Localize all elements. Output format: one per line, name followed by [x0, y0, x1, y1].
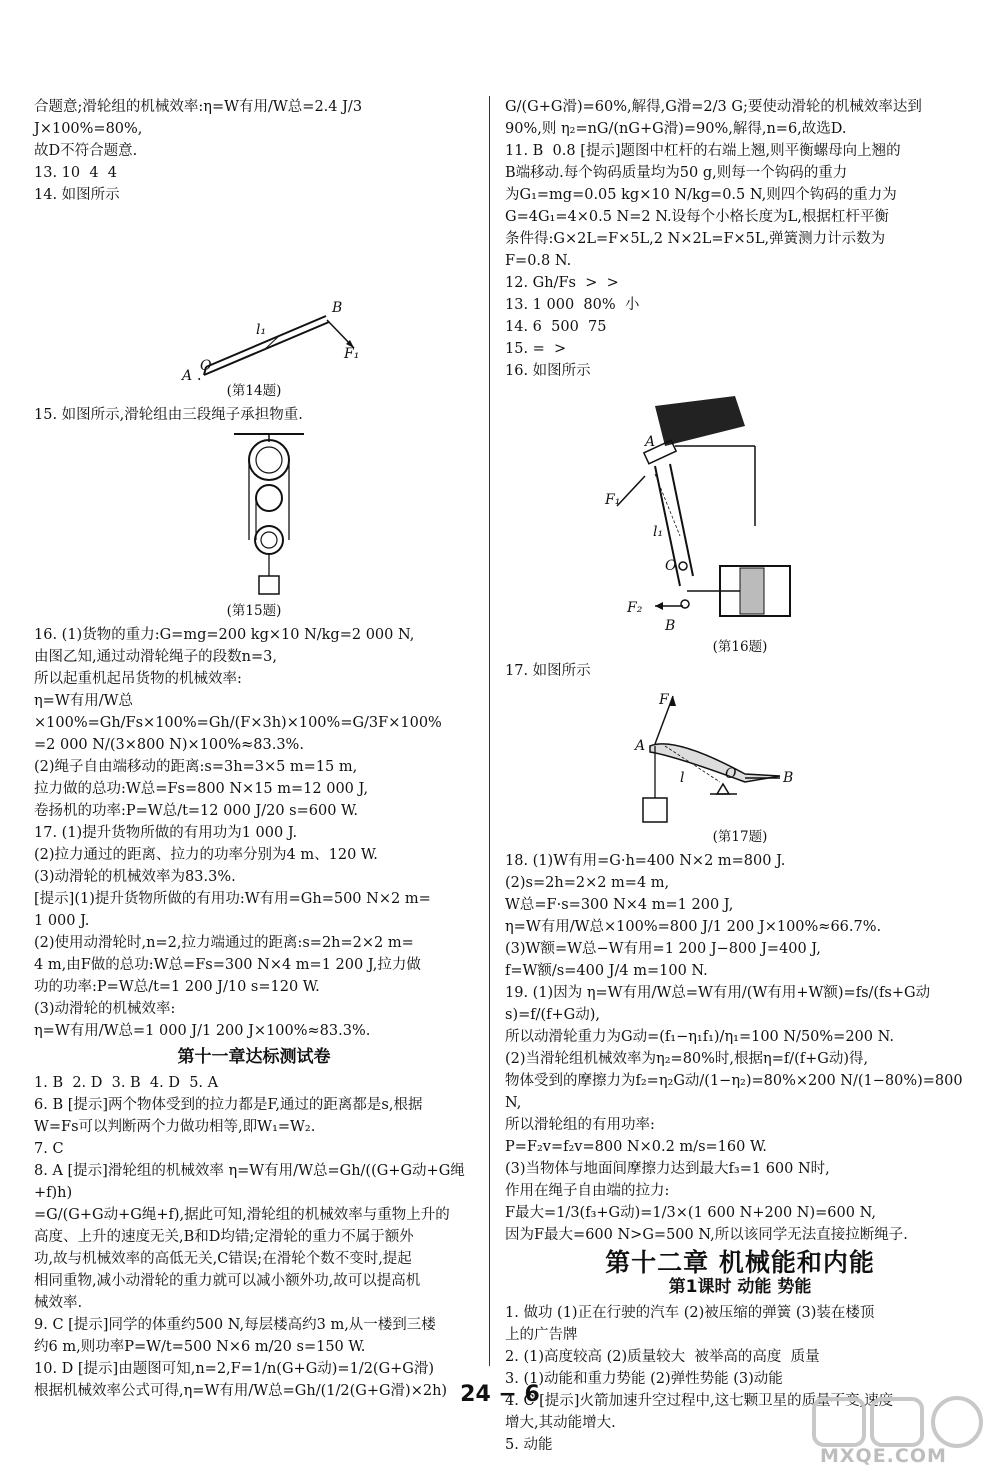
right-b-line: (2)s=2h=2×2 m=4 m, — [505, 875, 670, 891]
right-b-line: P=F₂v=f₂v=800 N×0.2 m/s=160 W. — [505, 1139, 767, 1155]
right-a-line: G/(G+G滑)=60%,解得,G滑=2/3 G;要使动滑轮的机械效率达到 — [505, 99, 922, 115]
right-b-line: 所以滑轮组的有用功率: — [505, 1117, 655, 1133]
right-b-line: F最大=1/3(f₃+G动)=1/3×(1 600 N+200 N)=600 N, — [505, 1205, 876, 1221]
right-b-line: η=W有用/W总×100%=800 J/1 200 J×100%≈66.7%. — [505, 919, 882, 935]
label-l: l — [680, 770, 685, 786]
right-a-line: 为G₁=mg=0.05 kg×10 N/kg=0.5 N,则四个钩码的重力为 — [505, 187, 897, 203]
caption-17: (第17题) — [712, 829, 768, 845]
left-b-line: 卷扬机的功率:P=W总/t=12 000 J/20 s=600 W. — [34, 803, 359, 819]
left-a-line: 合题意;滑轮组的机械效率:η=W有用/W总=2.4 J/3 J×100%=80%, — [34, 99, 367, 137]
left-block-b — [34, 624, 474, 1042]
left-c-line: 功,故与机械效率的高低无关,C错误;在滑轮个数不变时,提起 — [34, 1251, 412, 1267]
watermark-text: MXQE.COM — [820, 1445, 947, 1467]
label-A: A — [635, 738, 646, 754]
figure-15 — [34, 430, 474, 620]
left-c-line: 9. C [提示]同学的体重约500 N,每层楼高约3 m,从一楼到三楼 — [34, 1317, 436, 1333]
page-number: 24 − 6 — [460, 1382, 540, 1407]
left-c-line: 6. B [提示]两个物体受到的拉力都是F,通过的距离都是s,根据 — [34, 1097, 423, 1113]
q17-text: 17. 如图所示 — [505, 663, 591, 679]
right-b-line: (3)W额=W总−W有用=1 200 J−800 J=400 J, — [505, 941, 821, 957]
right-c-line: 4. C [提示]火箭加速升空过程中,这七颗卫星的质量不变,速度 — [505, 1393, 894, 1409]
right-b-line: 19. (1)因为 η=W有用/W总=W有用/(W有用+W额)=fs/(fs+G动s)=f/(f+G动), — [505, 985, 931, 1023]
right-block-b — [505, 850, 975, 1246]
label-B: B — [665, 618, 676, 634]
left-b-line: 16. (1)货物的重力:G=mg=200 kg×10 N/kg=2 000 N, — [34, 627, 415, 643]
label-l1: l₁ — [653, 524, 664, 540]
left-b-line: (3)动滑轮的机械效率: — [34, 1001, 176, 1017]
right-a-line: 条件得:G×2L=F×5L,2 N×2L=F×5L,弹簧测力计示数为 — [505, 231, 886, 247]
column-divider — [489, 96, 490, 1366]
label-F1: F₁ — [605, 492, 621, 508]
left-block-c — [34, 1072, 474, 1402]
left-a-line: 故D不符合题意. — [34, 143, 138, 159]
left-b-line: η=W有用/W总=1 000 J/1 200 J×100%≈83.3%. — [34, 1023, 371, 1039]
left-c-line: 10. D [提示]由题图可知,n=2,F=1/n(G+G动)=1/2(G+G滑) — [34, 1361, 435, 1377]
label-F: F — [659, 692, 669, 708]
right-a-line: G=4G₁=4×0.5 N=2 N.设每个小格长度为L,根据杠杆平衡 — [505, 209, 889, 225]
left-c-line: 约6 m,则功率P=W/t=500 N×6 m/20 s=150 W. — [34, 1339, 366, 1355]
chapter11-test-title: 第十一章达标测试卷 — [177, 1047, 331, 1067]
left-b-line: =2 000 N/(3×800 N)×100%≈83.3%. — [34, 737, 304, 753]
left-b-line: (3)动滑轮的机械效率为83.3%. — [34, 869, 236, 885]
right-b-line: 作用在绳子自由端的拉力: — [505, 1183, 670, 1199]
left-c-line: 8. A [提示]滑轮组的机械效率 η=W有用/W总=Gh/((G+G动+G绳+f)h) — [34, 1163, 465, 1201]
chapter12-title: 第十二章 机械能和内能 — [605, 1248, 875, 1277]
right-a-line: 13. 1 000 80% 小 — [505, 297, 640, 313]
left-c-line: 根据机械效率公式可得,η=W有用/W总=Gh/(1/2(G+G滑)×2h) — [34, 1383, 448, 1399]
label-O: O — [725, 766, 737, 782]
left-b-line: (2)绳子自由端移动的距离:s=3h=3×5 m=15 m, — [34, 759, 358, 775]
left-b-line: [提示](1)提升货物所做的有用功:W有用=Gh=500 N×2 m= — [34, 891, 431, 907]
label-O: O — [200, 358, 212, 374]
left-b-line: 1 000 J. — [34, 913, 90, 929]
figure-17 — [505, 686, 975, 846]
lesson1-title: 第1课时 动能 势能 — [668, 1277, 812, 1297]
left-column — [34, 96, 474, 1402]
left-c-line: 相同重物,减小动滑轮的重力就可以减小额外功,故可以提高机 — [34, 1273, 421, 1289]
right-b-line: (2)当滑轮组机械效率为η₂=80%时,根据η=f/(f+G动)得, — [505, 1051, 869, 1067]
left-b-line: (2)使用动滑轮时,n=2,拉力端通过的距离:s=2h=2×2 m= — [34, 935, 414, 951]
right-block-a — [505, 96, 975, 382]
figure-16 — [505, 386, 975, 656]
caption-15: (第15题) — [226, 603, 282, 619]
right-c-line: 1. 做功 (1)正在行驶的汽车 (2)被压缩的弹簧 (3)装在楼顶 — [505, 1305, 875, 1321]
q15-text: 15. 如图所示,滑轮组由三段绳子承担物重. — [34, 407, 303, 423]
left-b-line: 由图乙知,通过动滑轮绳子的段数n=3, — [34, 649, 277, 665]
right-c-line: 3. (1)动能和重力势能 (2)弹性势能 (3)动能 — [505, 1371, 783, 1387]
right-a-line: 90%,则 η₂=nG/(nG+G滑)=90%,解得,n=6,故选D. — [505, 121, 847, 137]
right-b-line: f=W额/s=400 J/4 m=100 N. — [505, 963, 708, 979]
left-c-line: 械效率. — [34, 1295, 83, 1311]
right-b-line: 因为F最大=600 N>G=500 N,所以该同学无法直接拉断绳子. — [505, 1227, 908, 1243]
right-a-line: 15. = > — [505, 341, 567, 357]
right-b-line: 18. (1)W有用=G·h=400 N×2 m=800 J. — [505, 853, 786, 869]
left-b-line: 拉力做的总功:W总=Fs=800 N×15 m=12 000 J, — [34, 781, 369, 797]
left-block-a — [34, 96, 474, 206]
right-c-line: 5. 动能 — [505, 1437, 553, 1453]
label-B: B — [783, 770, 794, 786]
lever-diagram-14 — [34, 210, 474, 380]
right-a-line: B端移动.每个钩码质量均为50 g,则每一个钩码的重力 — [505, 165, 848, 181]
lever-diagram-17 — [505, 686, 975, 826]
left-c-line: W=Fs可以判断两个力做功相等,即W₁=W₂. — [34, 1119, 316, 1135]
right-a-line: 16. 如图所示 — [505, 363, 591, 379]
right-c-line: 2. (1)高度较高 (2)质量较大 被举高的高度 质量 — [505, 1349, 820, 1365]
left-b-line: 4 m,由F做的总功:W总=Fs=300 N×4 m=1 200 J,拉力做 — [34, 957, 421, 973]
label-F2: F₂ — [627, 600, 643, 616]
right-b-line: 所以动滑轮重力为G动=(f₁−η₁f₁)/η₁=100 N/50%=200 N. — [505, 1029, 894, 1045]
right-a-line: F=0.8 N. — [505, 253, 572, 269]
label-F1: F₁ — [344, 346, 360, 362]
right-column — [505, 96, 975, 1456]
left-b-line: 所以起重机起吊货物的机械效率: — [34, 671, 242, 687]
label-A: A — [182, 368, 193, 380]
caption-14: (第14题) — [226, 383, 282, 399]
left-c-line: 7. C — [34, 1141, 64, 1157]
pedal-diagram-16 — [505, 386, 975, 636]
right-b-line: 物体受到的摩擦力为f₂=η₂G动/(1−η₂)=80%×200 N/(1−80%)=800 N, — [505, 1073, 968, 1111]
left-b-line: 17. (1)提升货物所做的有用功为1 000 J. — [34, 825, 298, 841]
pulley-diagram-15 — [34, 430, 474, 600]
right-a-line: 11. B 0.8 [提示]题图中杠杆的右端上翘,则平衡螺母向上翘的 — [505, 143, 901, 159]
left-b-line: η=W有用/W总×100%=Gh/Fs×100%=Gh/(F×3h)×100%=G/3F×100% — [34, 693, 442, 731]
caption-16: (第16题) — [712, 639, 768, 655]
left-a-line: 14. 如图所示 — [34, 187, 120, 203]
label-O: O — [665, 558, 677, 574]
left-b-line: 功的功率:P=W总/t=1 200 J/10 s=120 W. — [34, 979, 320, 995]
label-B: B — [332, 300, 343, 316]
right-c-line: 增大,其动能增大. — [505, 1415, 616, 1431]
left-c-line: =G/(G+G动+G绳+f),据此可知,滑轮组的机械效率与重物上升的 — [34, 1207, 450, 1223]
left-b-line: (2)拉力通过的距离、拉力的功率分别为4 m、120 W. — [34, 847, 378, 863]
right-a-line: 14. 6 500 75 — [505, 319, 607, 335]
left-a-line: 13. 10 4 4 — [34, 165, 118, 181]
right-c-line: 上的广告牌 — [505, 1327, 578, 1343]
right-b-line: W总=F·s=300 N×4 m=1 200 J, — [505, 897, 734, 913]
figure-14 — [34, 210, 474, 400]
left-c-line: 1. B 2. D 3. B 4. D 5. A — [34, 1075, 219, 1091]
left-c-line: 高度、上升的速度无关,B和D均错;定滑轮的重力不属于额外 — [34, 1229, 414, 1245]
label-l1: l₁ — [256, 322, 267, 338]
right-a-line: 12. Gh/Fs > > — [505, 275, 619, 291]
label-A: A — [645, 434, 656, 450]
right-b-line: (3)当物体与地面间摩擦力达到最大f₃=1 600 N时, — [505, 1161, 830, 1177]
